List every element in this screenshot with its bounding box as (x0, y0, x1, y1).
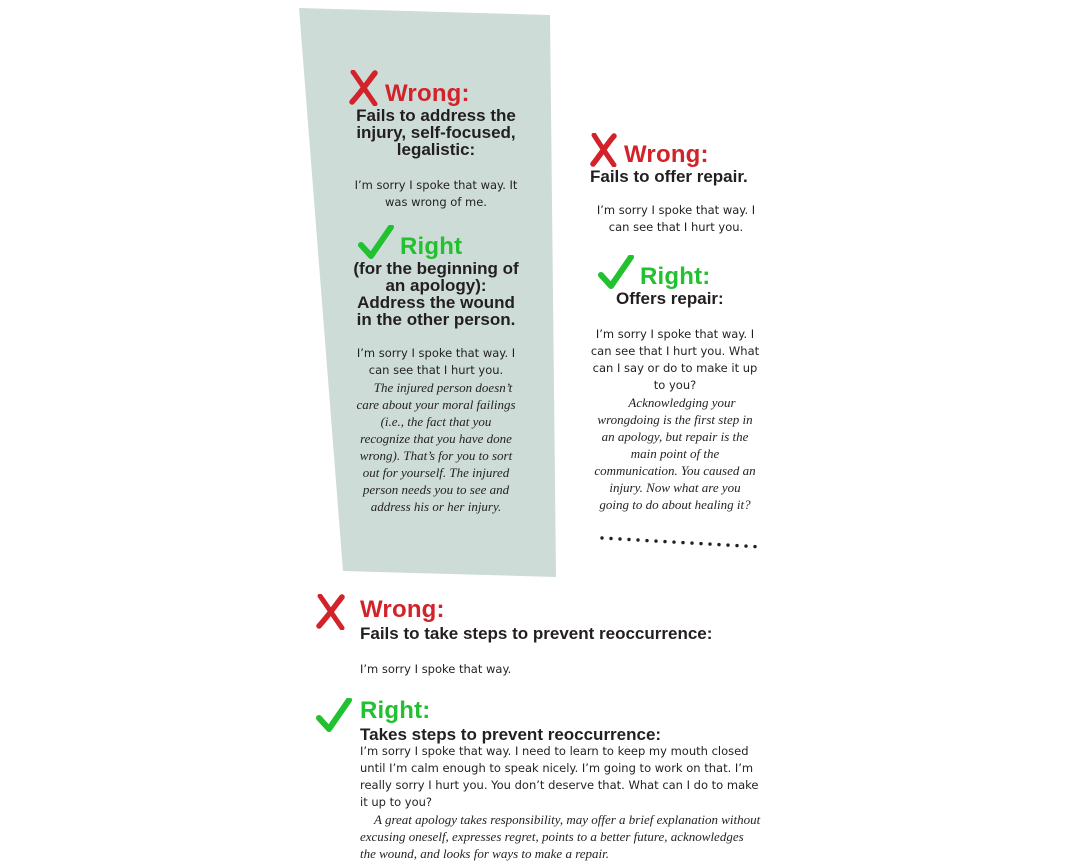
repair-right-label-row (588, 255, 762, 289)
reoccurrence-wrong-icon-holder (316, 594, 346, 635)
repair-wrong-heading: Fails to offer repair. (590, 167, 748, 186)
repair-wrong-label: Wrong: (624, 141, 709, 168)
x-mark-icon (316, 594, 346, 630)
check-mark-icon (358, 225, 394, 259)
panel-right-heading: (for the beginning of an apology): Address the wound in the other person. (353, 259, 519, 329)
panel-right-label: Right (400, 233, 463, 260)
dotted-divider (600, 532, 762, 554)
reoccurrence-right-note: A great apology takes responsibility, may offer a brief explanation without excusing oneself, expresses regret, points to a better future, acknowledges the wound, and looks for ways to make a repair. (360, 812, 761, 861)
repair-right-block (588, 255, 762, 513)
reoccurrence-right-example: I’m sorry I spoke that way. I need to learn to keep my mouth closed until I’m calm enough to speak nicely. I’m going to work on that. I’m really sorry I hurt you. You don’t deserve that. What can I do to make it up to you? (360, 744, 759, 809)
panel-right-block (348, 225, 524, 515)
repair-right-example: I’m sorry I spoke that way. I can see that I hurt you. What can I say or do to make it up to you? (590, 327, 760, 392)
reoccurrence-right-label: Right: (360, 697, 431, 724)
panel-right-note: The injured person doesn’t care about your moral failings (i.e., the fact that you recognize that you have done wrong). That’s for you to sort out for yourself. The injured person needs you to see and address his or her injury. (356, 380, 516, 514)
check-mark-icon (598, 255, 634, 289)
repair-wrong-block (586, 133, 766, 236)
reoccurrence-right-heading: Takes steps to prevent reoccurrence: (360, 725, 662, 744)
panel-right-label-row (348, 225, 524, 259)
panel-wrong-label: Wrong: (385, 80, 470, 107)
panel-wrong-example: I’m sorry I spoke that way. It was wrong of me. (354, 178, 518, 209)
repair-wrong-label-row (586, 133, 766, 167)
x-mark-icon (349, 70, 379, 106)
repair-wrong-example: I’m sorry I spoke that way. I can see that I hurt you. (596, 203, 756, 234)
panel-right-example: I’m sorry I spoke that way. I can see that I hurt you. (356, 346, 516, 377)
panel-wrong-label-row (346, 70, 526, 106)
reoccurrence-right-icon-holder (316, 698, 352, 737)
x-mark-icon (590, 133, 618, 167)
reoccurrence-right-block (360, 697, 762, 862)
reoccurrence-wrong-block (360, 596, 760, 678)
reoccurrence-wrong-label: Wrong: (360, 596, 445, 623)
repair-right-label: Right: (640, 263, 711, 290)
panel-wrong-heading: Fails to address the injury, self-focused, legalistic: (356, 106, 516, 159)
repair-right-note: Acknowledging your wrongdoing is the first step in an apology, but repair is the main point of the communication. You caused an injury. Now what are you going to do about healing it? (594, 395, 756, 512)
reoccurrence-wrong-heading: Fails to take steps to prevent reoccurrence: (360, 624, 713, 643)
panel-wrong-block (346, 70, 526, 211)
check-mark-icon (316, 698, 352, 732)
repair-right-heading: Offers repair: (616, 289, 724, 308)
reoccurrence-wrong-example: I’m sorry I spoke that way. (360, 662, 512, 676)
